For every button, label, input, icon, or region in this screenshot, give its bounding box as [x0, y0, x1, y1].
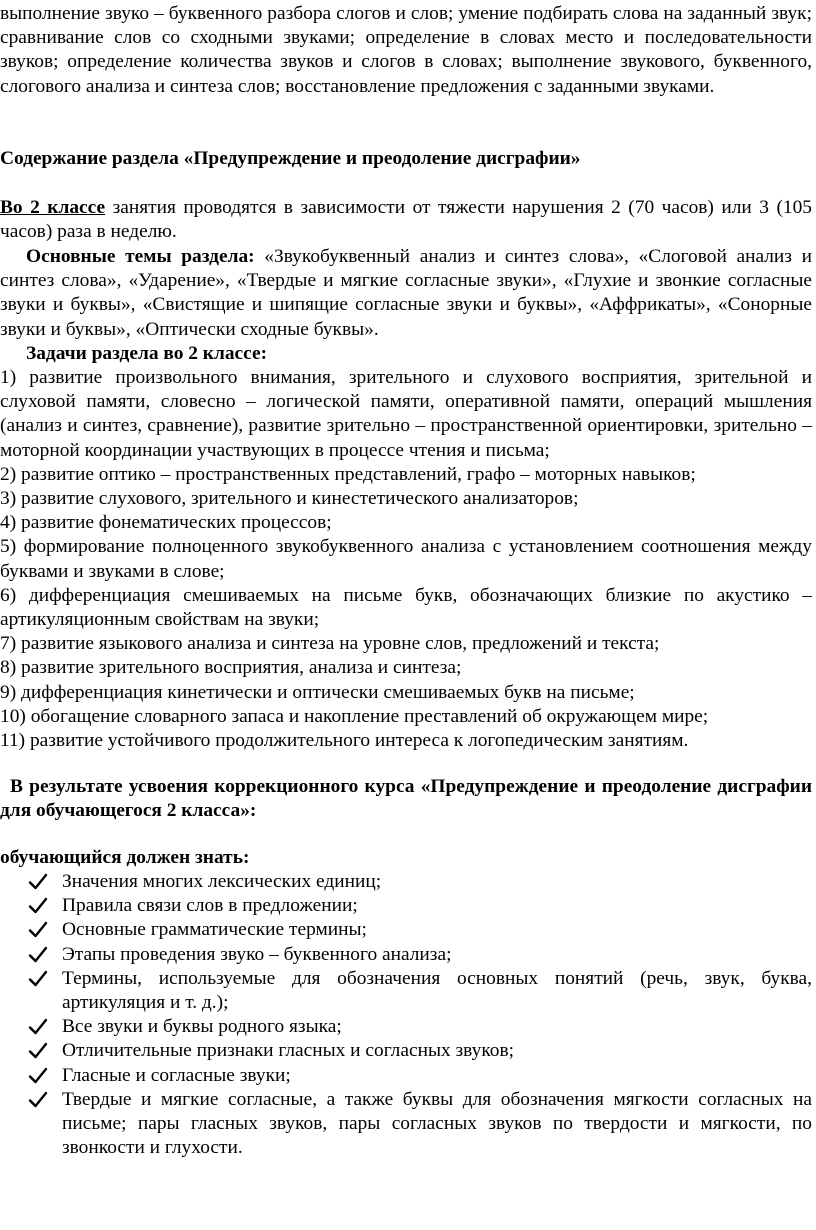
know-item-text: Этапы проведения звуко – буквенного анализа; [62, 943, 452, 965]
know-item [0, 967, 812, 1015]
checkmark-icon [26, 1064, 50, 1088]
know-item-text: Термины, используемые для обозначения основных понятий (речь, звук, буква, артикуляция и т. д.); [62, 967, 812, 1014]
topics-label: Основные темы раздела: [26, 246, 255, 267]
tasks-heading: Задачи раздела во 2 классе: [26, 343, 268, 364]
checkmark-icon [26, 1088, 50, 1112]
checkmark-icon [26, 967, 50, 991]
checkmark-icon [26, 870, 50, 894]
know-heading: обучающийся должен знать: [0, 847, 250, 868]
intro-paragraph: выполнение звуко – буквенного разбора слогов и слов; умение подбирать слова на заданный звук; сравнивание слов со сходными звуками; определение в словах место и последовательности звуков; определение количества звуков и слогов в словах; выполнение звукового, буквенного, слогового анализа и синтеза слов; восстановление предложения с заданными звуками. [0, 3, 812, 97]
task-item [0, 656, 812, 680]
task-item [0, 366, 812, 463]
task-text: 11) развитие устойчивого продолжительного интереса к логопедическим занятиям. [0, 730, 689, 752]
task-item [0, 729, 812, 753]
task-text: 2) развитие оптико – пространственных представлений, графо – моторных навыков; [0, 463, 696, 485]
result-heading: В результате усвоения коррекционного курса «Предупреждение и преодоление дисграфии для обучающегося 2 класса»: [0, 776, 812, 822]
know-item [0, 870, 812, 894]
know-item-text: Твердые и мягкие согласные, а также буквы для обозначения мягкости согласных на письме; пары гласных звуков, пары согласных звуков по твердости и мягкости, по звонкости и глухости. [62, 1088, 812, 1159]
checkmark-icon [26, 918, 50, 942]
task-text: 3) развитие слухового, зрительного и кинестетического анализаторов; [0, 488, 579, 510]
task-item [0, 584, 812, 632]
task-item [0, 535, 812, 583]
know-item [0, 1088, 812, 1161]
task-text: 9) дифференциация кинетически и оптически смешиваемых букв на письме; [0, 681, 635, 703]
know-item-text: Гласные и согласные звуки; [62, 1064, 291, 1086]
know-item-text: Отличительные признаки гласных и согласных звуков; [62, 1040, 515, 1062]
section-title: Содержание раздела «Предупреждение и преодоление дисграфии» [0, 148, 581, 169]
know-item-text: Все звуки и буквы родного языка; [62, 1016, 342, 1038]
checkmark-icon [26, 943, 50, 967]
task-item [0, 511, 812, 535]
know-item [0, 894, 812, 918]
grade-label: Во 2 классе [0, 197, 106, 218]
know-item-text: Значения многих лексических единиц; [62, 871, 382, 892]
task-text: 1) развитие произвольного внимания, зрительного и слухового восприятия, зрительной и слуховой памяти, словесно – логической памяти, оперативной памяти, операций мышления (анализ и синтез, сравнение), развитие зрительно – пространственной ориентировки, зрительно – моторной координации участвующих в процессе чтения и письма; [0, 367, 812, 461]
know-item-text: Основные грамматические термины; [62, 919, 367, 941]
know-item [0, 943, 812, 967]
know-item [0, 1015, 812, 1039]
grade-paragraph [0, 196, 812, 244]
grade-text: занятия проводятся в зависимости от тяжести нарушения 2 (70 часов) или 3 (105 часов) раза в неделю. [0, 197, 812, 243]
task-text: 5) формирование полноценного звукобуквенного анализа с установлением соотношения между буквами и звуками в слове; [0, 536, 812, 582]
task-item [0, 487, 812, 511]
task-item [0, 681, 812, 705]
checkmark-icon [26, 894, 50, 918]
task-text: 10) обогащение словарного запаса и накопление преставлений об окружающем мире; [0, 705, 709, 727]
topics-paragraph [0, 245, 812, 342]
task-item [0, 463, 812, 487]
task-item [0, 632, 812, 656]
task-text: 8) развитие зрительного восприятия, анализа и синтеза; [0, 657, 462, 679]
task-text: 7) развитие языкового анализа и синтеза на уровне слов, предложений и текста; [0, 633, 660, 655]
tasks-list [0, 366, 812, 753]
know-item [0, 1039, 812, 1063]
know-item [0, 918, 812, 942]
task-text: 4) развитие фонематических процессов; [0, 512, 332, 534]
know-item [0, 1064, 812, 1088]
topics-text: «Звукобуквенный анализ и синтез слова», «Слоговой анализ и синтез слова», «Ударение», «Твердые и мягкие согласные звуки», «Глухие и звонкие согласные звуки и буквы», «Свистящие и шипящие согласные звуки и буквы», «Аффрикаты», «Сонорные звуки и буквы», «Оптически сходные буквы». [0, 246, 812, 340]
task-text: 6) дифференциация смешиваемых на письме букв, обозначающих близкие по акустико – артикуляционным свойствам на звуки; [0, 584, 812, 631]
task-item [0, 705, 812, 729]
checkmark-icon [26, 1015, 50, 1039]
checkmark-icon [26, 1039, 50, 1063]
know-list [0, 870, 812, 1160]
know-item-text: Правила связи слов в предложении; [62, 895, 358, 917]
